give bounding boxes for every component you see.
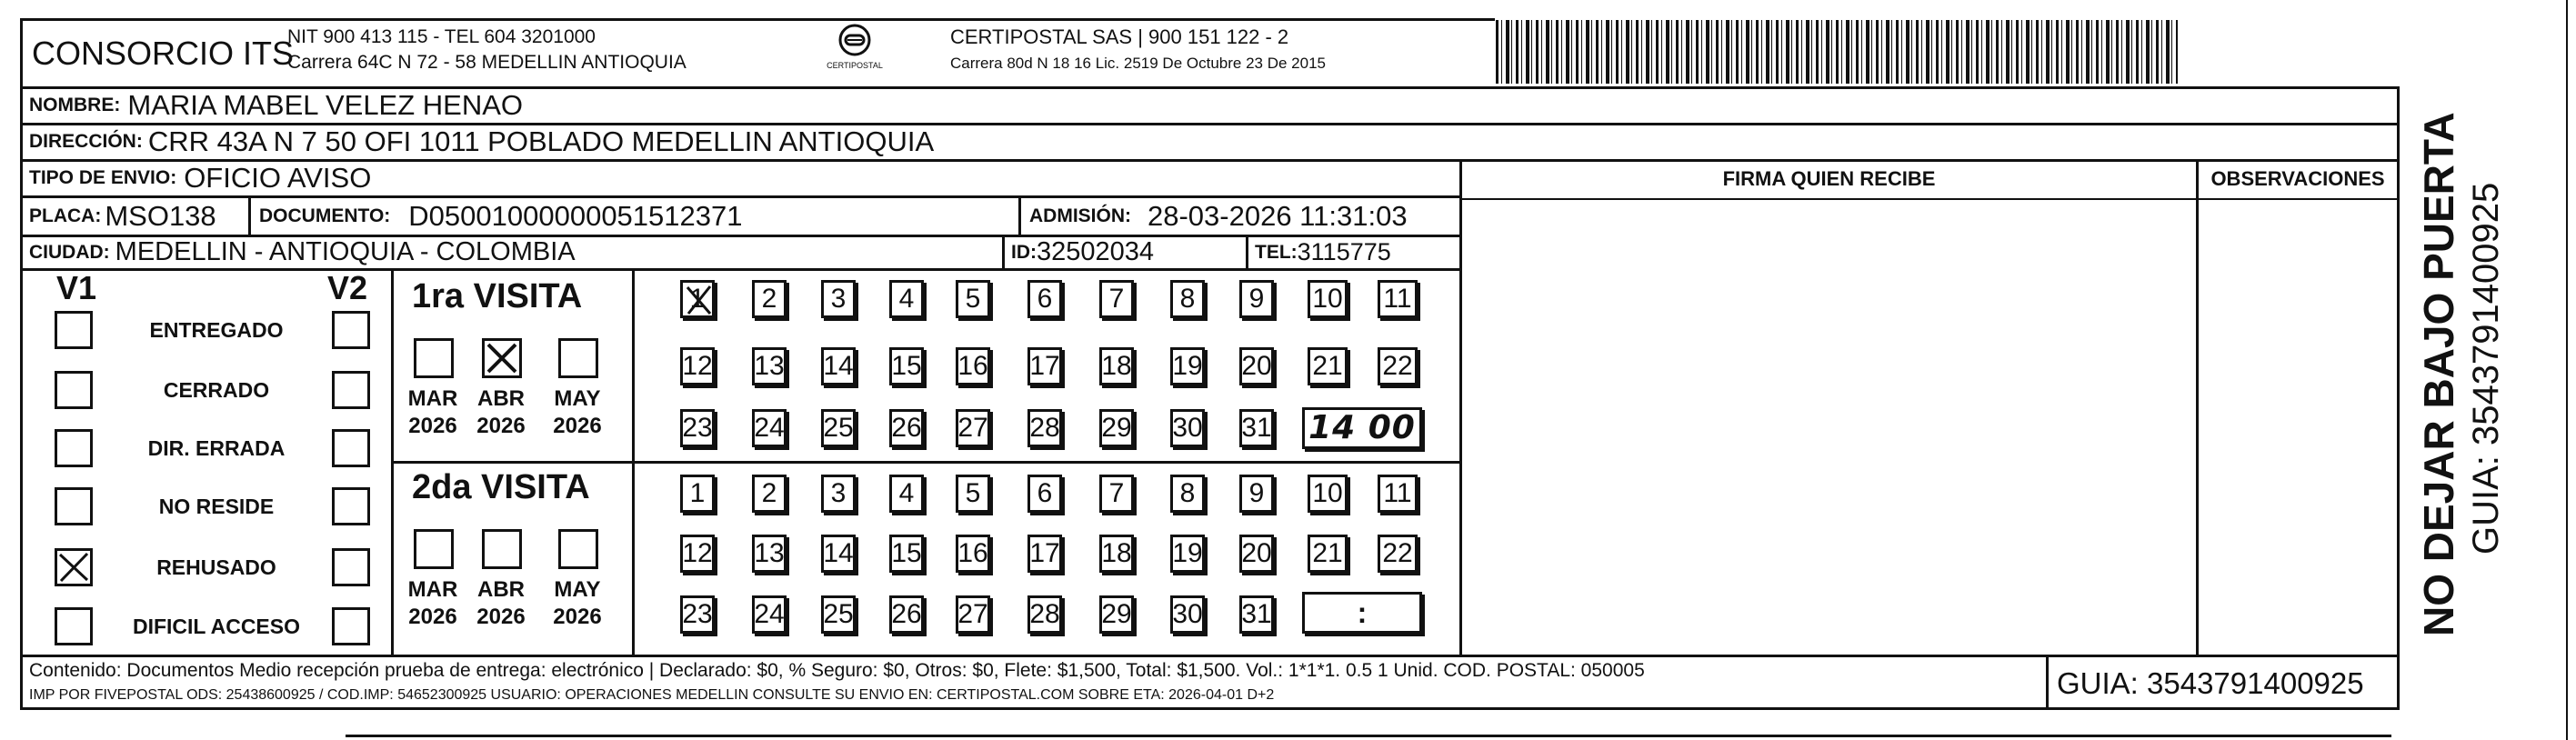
day-number: 31 [1241, 413, 1272, 443]
day-number: 20 [1241, 351, 1272, 381]
rule-ciudad [20, 268, 1459, 271]
day-number: 19 [1172, 538, 1203, 568]
tipo-label: TIPO DE ENVIO: [29, 167, 177, 188]
rule-footer [20, 655, 2400, 657]
admision-value: 28-03-2026 11:31:03 [1148, 199, 1408, 232]
check-x-icon [57, 551, 90, 584]
month-checkbox[interactable] [482, 338, 522, 378]
v2-checkbox[interactable] [332, 487, 370, 525]
month-checkbox[interactable] [558, 338, 598, 378]
placa-label: PLACA: [29, 205, 102, 226]
day-number: 1 [689, 478, 706, 508]
placa-value: MSO138 [105, 199, 216, 232]
month-name: ABR [477, 386, 525, 411]
check-x-icon [683, 283, 714, 325]
frame-right [2397, 86, 2400, 709]
rule-visits-sep [391, 461, 1459, 464]
day-box[interactable] [821, 535, 856, 573]
documento-label: DOCUMENTO: [259, 205, 391, 226]
day-number: 31 [1241, 599, 1272, 629]
v1-checkbox[interactable] [55, 311, 93, 349]
month-year: 2026 [476, 414, 526, 438]
tel-value: 3115775 [1297, 238, 1391, 265]
rule-firma-head [1459, 198, 2400, 200]
day-box[interactable] [1099, 409, 1134, 447]
month-name: MAY [554, 577, 601, 602]
day-number: 30 [1172, 413, 1203, 443]
day-number: 10 [1312, 284, 1343, 314]
month-year: 2026 [476, 605, 526, 629]
status-label: ENTREGADO [149, 318, 284, 342]
day-number: 15 [891, 351, 922, 381]
day-box[interactable] [1170, 280, 1205, 318]
day-box[interactable] [752, 280, 787, 318]
day-number: 3 [830, 284, 847, 314]
status-label: DIFICIL ACCESO [132, 615, 300, 638]
day-box[interactable] [680, 347, 715, 385]
day-box[interactable] [752, 535, 787, 573]
month-label [546, 576, 609, 631]
ciudad-label: CIUDAD: [29, 241, 110, 263]
day-box[interactable] [1027, 409, 1062, 447]
day-number: 16 [957, 351, 988, 381]
col-footer-guia-sep [2046, 655, 2049, 709]
nombre-label: NOMBRE: [29, 95, 121, 115]
day-number: 24 [754, 413, 785, 443]
ciudad-cell [29, 236, 576, 268]
day-number: 2 [761, 284, 777, 314]
day-box[interactable] [1239, 475, 1274, 513]
carrier-address: Carrera 80d N 18 16 Lic. 2519 De Octubre 23 De 2015 [950, 55, 1326, 72]
id-label: ID: [1011, 241, 1037, 263]
v1-checkbox[interactable] [55, 487, 93, 525]
day-number: 28 [1029, 413, 1060, 443]
day-number: 12 [682, 351, 713, 381]
day-box[interactable] [889, 280, 924, 318]
day-number: 1 [689, 284, 706, 314]
day-box[interactable] [956, 347, 990, 385]
tel-label: TEL: [1255, 241, 1298, 263]
day-number: 22 [1382, 351, 1413, 381]
day-number: 2 [761, 478, 777, 508]
company-address: Carrera 64C N 72 - 58 MEDELLIN ANTIOQUIA [287, 52, 687, 73]
day-number: 12 [682, 538, 713, 568]
id-cell [1011, 236, 1154, 268]
day-box[interactable] [1099, 280, 1134, 318]
day-box[interactable] [1308, 280, 1348, 318]
day-number: 27 [957, 599, 988, 629]
id-value: 32502034 [1037, 237, 1155, 266]
col-firma-left [1459, 159, 1462, 657]
day-number: 18 [1101, 538, 1132, 568]
day-box[interactable] [1170, 347, 1205, 385]
day-number: 20 [1241, 538, 1272, 568]
day-number: 17 [1029, 538, 1060, 568]
month-checkbox[interactable] [558, 529, 598, 569]
day-number: 9 [1248, 478, 1265, 508]
month-year: 2026 [408, 605, 457, 629]
day-box[interactable] [680, 280, 715, 318]
day-box[interactable] [1099, 595, 1134, 634]
nombre-value: MARIA MABEL VELEZ HENAO [127, 89, 524, 121]
v1-checkbox[interactable] [55, 429, 93, 467]
v2-checkbox[interactable] [332, 607, 370, 645]
frame-left [20, 18, 23, 709]
day-number: 21 [1312, 538, 1343, 568]
day-number: 16 [957, 538, 988, 568]
day-box[interactable] [680, 409, 715, 447]
month-checkbox[interactable] [414, 529, 454, 569]
day-box[interactable] [1378, 535, 1418, 573]
day-box[interactable] [1027, 475, 1062, 513]
frame-bottom [20, 707, 2400, 710]
day-number: 23 [682, 413, 713, 443]
day-box[interactable] [889, 475, 924, 513]
day-box[interactable] [1308, 347, 1348, 385]
direccion-label: DIRECCIÓN: [29, 131, 143, 152]
admision-cell [1029, 197, 1408, 235]
placa-cell [29, 197, 216, 235]
day-number: 13 [754, 351, 785, 381]
day-box[interactable] [1170, 535, 1205, 573]
day-number: 26 [891, 599, 922, 629]
day-number: 14 [823, 351, 854, 381]
day-box[interactable] [956, 409, 990, 447]
col-obs-left [2196, 159, 2199, 657]
month-label [401, 385, 465, 440]
day-box[interactable] [752, 347, 787, 385]
v2-checkbox[interactable] [332, 371, 370, 409]
day-number: 15 [891, 538, 922, 568]
frame-top [20, 18, 1495, 21]
col-admision-sep [1018, 195, 1021, 235]
month-year: 2026 [408, 414, 457, 438]
day-box[interactable] [889, 409, 924, 447]
visit-2-time-box[interactable] [1302, 592, 1422, 634]
direccion-value: CRR 43A N 7 50 OFI 1011 POBLADO MEDELLIN ANTIOQUIA [147, 125, 935, 157]
day-number: 22 [1382, 538, 1413, 568]
day-box[interactable] [821, 595, 856, 634]
day-box[interactable] [821, 409, 856, 447]
day-box[interactable] [1378, 347, 1418, 385]
tipo-row [29, 161, 371, 195]
day-box[interactable] [956, 280, 990, 318]
day-box[interactable] [1239, 535, 1274, 573]
visit-1-title: 1ra VISITA [412, 277, 583, 315]
day-box[interactable] [1378, 475, 1418, 513]
certipostal-logo-icon [835, 22, 875, 58]
col-id-sep [1002, 235, 1005, 268]
day-box[interactable] [1027, 280, 1062, 318]
status-label: CERRADO [163, 378, 270, 402]
day-box[interactable] [752, 409, 787, 447]
day-number: 4 [898, 478, 915, 508]
carrier-name: CERTIPOSTAL SAS | 900 151 122 - 2 [950, 25, 1289, 48]
v2-checkbox[interactable] [332, 429, 370, 467]
v1-checkbox[interactable] [55, 371, 93, 409]
month-name: MAR [407, 386, 458, 411]
certipostal-logo [823, 22, 887, 76]
day-box[interactable] [956, 535, 990, 573]
footer-imp: IMP POR FIVEPOSTAL ODS: 25438600925 / COD.IMP: 54652300925 USUARIO: OPERACIONES MEDELLIN CONSULTE SU ENVIO EN: CERTIPOSTAL.COM SOBRE ETA: 2026-04-01 D+2 [29, 687, 1275, 703]
day-number: 25 [823, 599, 854, 629]
month-label [469, 385, 533, 440]
admision-label: ADMISIÓN: [1029, 205, 1131, 226]
documento-cell [259, 197, 742, 235]
month-checkbox[interactable] [482, 529, 522, 569]
day-number: 13 [754, 538, 785, 568]
day-box[interactable] [1027, 595, 1062, 634]
month-year: 2026 [553, 414, 602, 438]
day-number: 24 [754, 599, 785, 629]
day-box[interactable] [889, 347, 924, 385]
month-year: 2026 [553, 605, 602, 629]
v1-checkbox[interactable] [55, 548, 93, 586]
day-box[interactable] [1170, 409, 1205, 447]
day-number: 10 [1312, 478, 1343, 508]
day-box[interactable] [1170, 475, 1205, 513]
day-number: 8 [1179, 478, 1196, 508]
day-number: 25 [823, 413, 854, 443]
footer-guia: GUIA: 3543791400925 [2057, 666, 2364, 700]
v1-header: V1 [56, 269, 97, 306]
day-box[interactable] [680, 595, 715, 634]
day-box[interactable] [1239, 347, 1274, 385]
v2-header: V2 [327, 269, 368, 306]
company-name: CONSORCIO ITS [32, 35, 295, 72]
day-number: 9 [1248, 284, 1265, 314]
firma-header: FIRMA QUIEN RECIBE [1722, 167, 1936, 190]
day-number: 3 [830, 478, 847, 508]
day-number: 17 [1029, 351, 1060, 381]
status-label: NO RESIDE [158, 495, 275, 518]
v2-checkbox[interactable] [332, 548, 370, 586]
day-box[interactable] [752, 595, 787, 634]
day-box[interactable] [821, 475, 856, 513]
tel-cell [1255, 236, 1391, 268]
side-no-dejar: NO DEJAR BAJO PUERTA [2415, 112, 2462, 636]
month-label [401, 576, 465, 631]
day-number: 5 [965, 478, 981, 508]
day-number: 21 [1312, 351, 1343, 381]
day-number: 19 [1172, 351, 1203, 381]
day-box[interactable] [956, 475, 990, 513]
company-nit: NIT 900 413 115 - TEL 604 3201000 [287, 26, 596, 47]
day-number: 29 [1101, 599, 1132, 629]
nombre-row [29, 88, 523, 123]
day-number: 27 [957, 413, 988, 443]
bottom-rule [346, 735, 2391, 737]
certipostal-logo-text: CERTIPOSTAL [827, 61, 883, 70]
observaciones-header: OBSERVACIONES [2210, 167, 2385, 190]
day-number: 28 [1029, 599, 1060, 629]
footer-contenido: Contenido: Documentos Medio recepción prueba de entrega: electrónico | Declarado: $0, % Seguro: $0, Otros: $0, Flete: $1,500, Total: $1,500. Vol.: 1*1*1. 0.5 1 Unid. COD. POSTAL: 050005 [29, 660, 1645, 681]
day-number: 7 [1108, 284, 1125, 314]
day-box[interactable] [1027, 347, 1062, 385]
tipo-value: OFICIO AVISO [184, 162, 372, 194]
direccion-row [29, 125, 934, 159]
month-label [469, 576, 533, 631]
day-number: 14 [823, 538, 854, 568]
month-checkbox[interactable] [414, 338, 454, 378]
day-box[interactable] [1170, 595, 1205, 634]
col-placa-sep [248, 195, 251, 235]
day-number: 8 [1179, 284, 1196, 314]
v2-checkbox[interactable] [332, 311, 370, 349]
status-label: DIR. ERRADA [147, 436, 286, 460]
day-box[interactable] [1099, 475, 1134, 513]
day-box[interactable] [821, 347, 856, 385]
day-box[interactable] [1099, 347, 1134, 385]
month-name: ABR [477, 577, 525, 602]
day-number: 30 [1172, 599, 1203, 629]
month-name: MAR [407, 577, 458, 602]
day-box[interactable] [1239, 409, 1274, 447]
rule-direccion [20, 159, 2400, 162]
day-box[interactable] [1308, 475, 1348, 513]
day-number: 26 [891, 413, 922, 443]
day-box[interactable] [821, 280, 856, 318]
month-label [546, 385, 609, 440]
day-box[interactable] [680, 535, 715, 573]
day-number: 7 [1108, 478, 1125, 508]
day-number: 11 [1383, 284, 1412, 314]
day-box[interactable] [1378, 280, 1418, 318]
side-guia: GUIA: 3543791400925 [2466, 182, 2506, 555]
day-number: 18 [1101, 351, 1132, 381]
status-label: REHUSADO [156, 555, 276, 579]
visit-2-time-value: : [1357, 596, 1368, 629]
visit-1-time-value: 14 00 [1308, 409, 1416, 446]
v1-checkbox[interactable] [55, 607, 93, 645]
day-box[interactable] [889, 535, 924, 573]
side-edge [2566, 0, 2568, 740]
day-number: 4 [898, 284, 915, 314]
barcode [1496, 20, 2178, 84]
day-box[interactable] [1239, 595, 1274, 634]
day-box[interactable] [680, 475, 715, 513]
day-box[interactable] [1099, 535, 1134, 573]
day-box[interactable] [1239, 280, 1274, 318]
ciudad-value: MEDELLIN - ANTIOQUIA - COLOMBIA [115, 237, 576, 266]
day-box[interactable] [1308, 535, 1348, 573]
day-box[interactable] [1027, 535, 1062, 573]
day-box[interactable] [956, 595, 990, 634]
visit-2-title: 2da VISITA [412, 468, 590, 506]
day-box[interactable] [889, 595, 924, 634]
day-number: 23 [682, 599, 713, 629]
month-name: MAY [554, 386, 601, 411]
day-number: 29 [1101, 413, 1132, 443]
day-box[interactable] [752, 475, 787, 513]
day-number: 6 [1037, 478, 1053, 508]
day-number: 5 [965, 284, 981, 314]
day-number: 11 [1383, 478, 1412, 508]
documento-value: D05001000000051512371 [408, 199, 743, 232]
visit-1-time-box[interactable] [1302, 407, 1422, 449]
col-tel-sep [1246, 235, 1248, 268]
day-number: 6 [1037, 284, 1053, 314]
check-x-icon [485, 341, 519, 375]
